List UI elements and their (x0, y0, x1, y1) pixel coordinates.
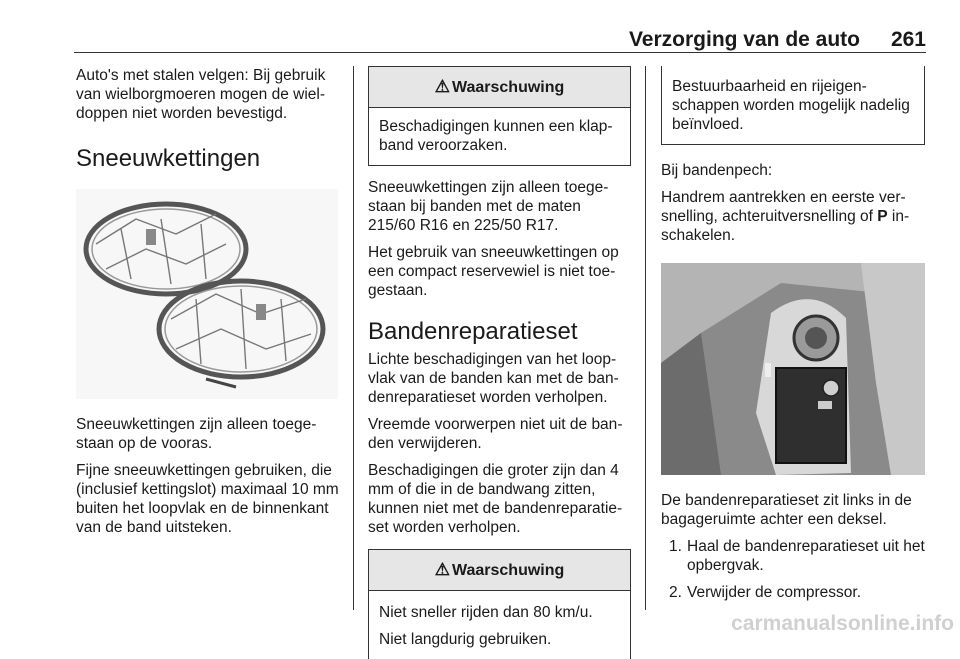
section-heading-snow-chains: Sneeuwkettingen (76, 145, 261, 172)
repair-kit-location-paragraph: De bandenreparatieset zit links in de bagageruimte achter een deksel. (661, 492, 912, 528)
warning-body (369, 591, 630, 659)
repair-kit-paragraph-3: Beschadigingen die groter zijn dan 4 mm of die in de bandwang zitten, kunnen niet met de bandenreparatieset worden verholpen. (368, 462, 623, 536)
warning-icon: ⚠ (434, 77, 450, 96)
warning-body (369, 108, 630, 165)
warning-continuation-text: Bestuurbaarheid en rijeigenschappen worden mogelijk nadelig beïnvloed. (672, 78, 910, 133)
column-1 (76, 66, 342, 545)
handbrake-paragraph: Handrem aantrekken en eerste versnelling, achteruitversnelling of P inschakelen. (661, 189, 910, 244)
warning-duration-text: Niet langdurig gebruiken. (379, 631, 552, 648)
spare-wheel-paragraph: Het gebruik van sneeuwkettingen op een compact reservewiel is niet toegestaan. (368, 244, 619, 299)
column-3 (661, 66, 925, 610)
watermark: carmanualsonline.info (731, 612, 954, 635)
column-divider-2 (645, 66, 646, 610)
repair-kit-paragraph-2: Vreemde voorwerpen niet uit de banden verwijderen. (368, 416, 623, 452)
warning-title: Waarschuwing (451, 79, 565, 96)
warning-continuation-box (661, 66, 925, 145)
flat-tyre-label: Bij bandenpech: (661, 162, 773, 179)
column-2 (368, 66, 631, 659)
repair-steps-list (661, 537, 925, 602)
intro-paragraph: Auto's met stalen velgen: Bij gebruik van wielborgmoeren mogen de wieldoppen niet worden bevestigd. (76, 67, 326, 122)
warning-speed-text: Niet sneller rijden dan 80 km/u. (379, 604, 593, 621)
page-header (74, 28, 926, 52)
warning-title: Waarschuwing (451, 562, 565, 579)
snow-chains-illustration (76, 189, 338, 399)
column-divider-1 (353, 66, 354, 610)
repair-kit-paragraph-1: Lichte beschadigingen van het loopvlak van de banden kan met de bandenreparatieset worden verholpen. (368, 351, 619, 406)
list-item: 2. Verwijder de compressor. (669, 584, 862, 601)
warning-box-2 (368, 549, 631, 659)
warning-header (369, 67, 630, 108)
warning-header (369, 550, 630, 591)
page-number: 261 (890, 28, 926, 51)
header-divider (74, 52, 926, 53)
snow-chains-paragraph-2: Fijne sneeuwkettingen gebruiken, die (inclusief kettingslot) maximaal 10 mm buiten het loopvlak en de binnenkant van de band uitsteken. (76, 462, 339, 536)
gear-p-symbol: P (877, 208, 888, 225)
repair-kit-compartment-photo (661, 263, 925, 475)
snow-chains-paragraph-1: Sneeuwkettingen zijn alleen toegestaan op de vooras. (76, 416, 317, 452)
chains-size-paragraph: Sneeuwkettingen zijn alleen toegestaan bij banden met de maten 215/60 R16 en 225/50 R17. (368, 179, 609, 234)
section-heading-repair-kit: Bandenreparatieset (368, 318, 578, 345)
warning-box-1 (368, 66, 631, 166)
page-title: Verzorging van de auto (628, 28, 860, 51)
warning-text: Beschadigingen kunnen een klapband veroorzaken. (379, 118, 613, 154)
list-item: 1. Haal de bandenreparatieset uit het opbergvak. (669, 538, 925, 574)
warning-icon: ⚠ (434, 560, 450, 579)
